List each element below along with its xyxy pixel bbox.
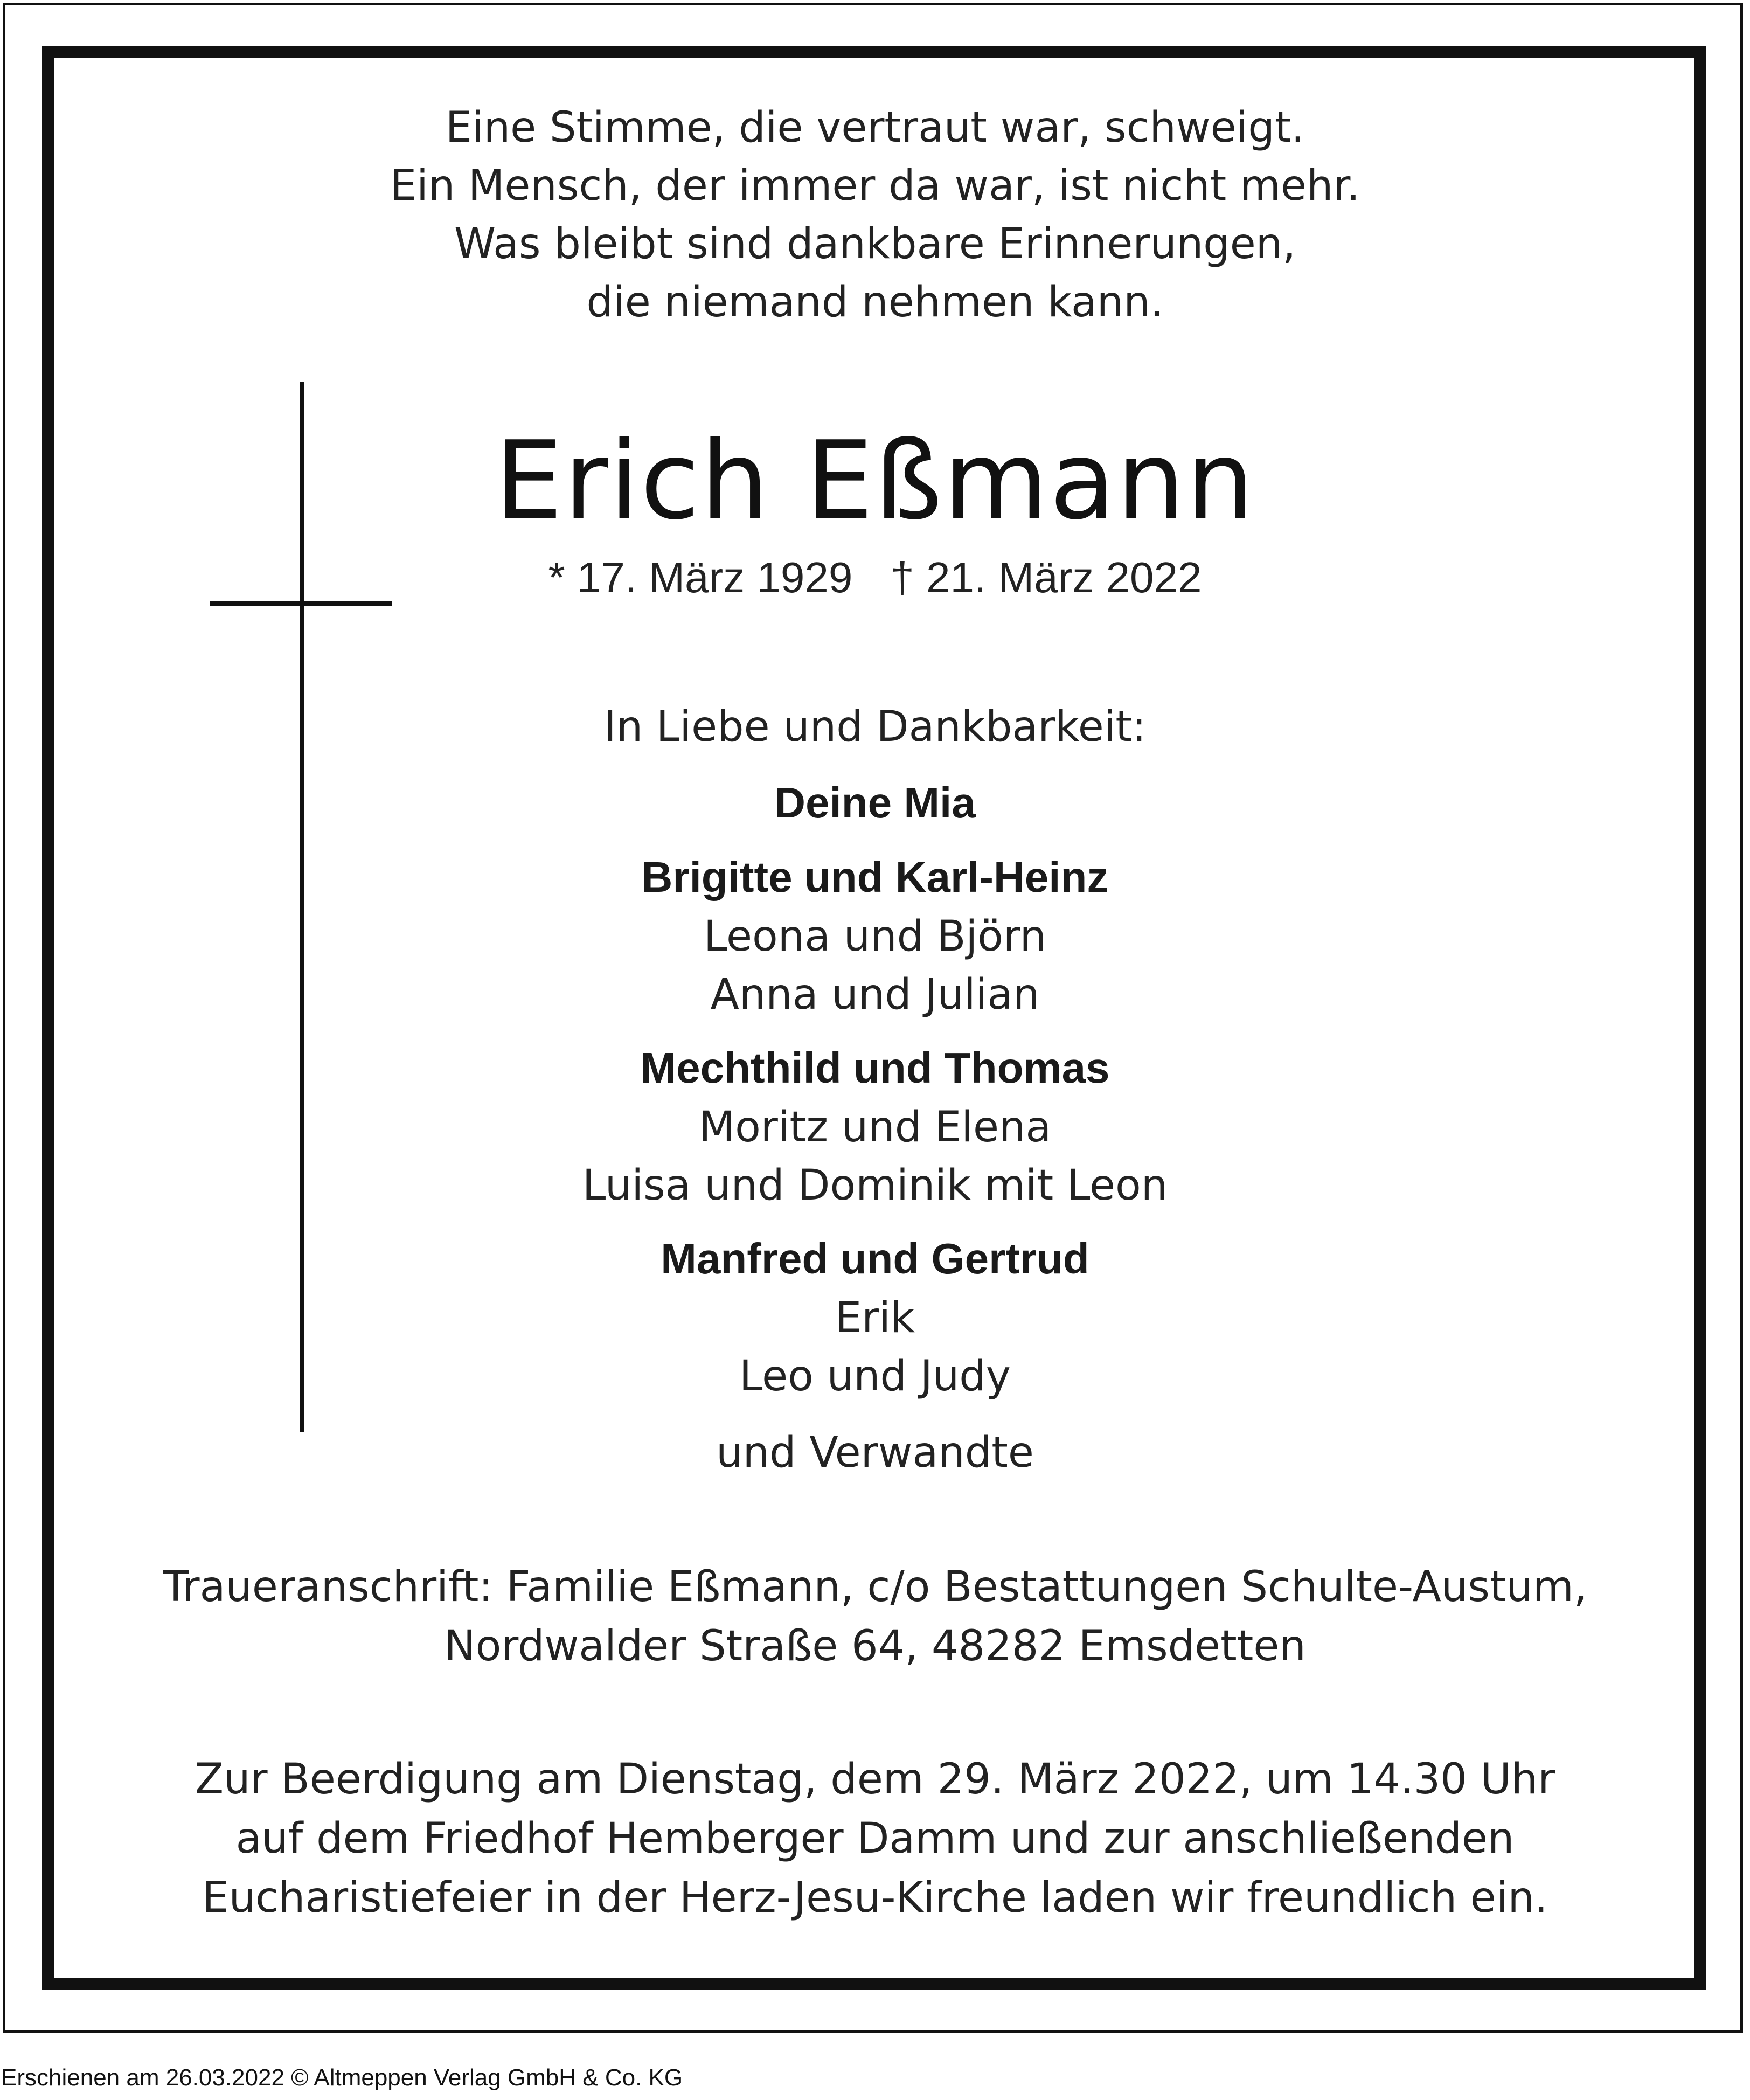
mourner-member: Moritz und Elena <box>698 1103 1052 1152</box>
relatives-line: und Verwandte <box>716 1429 1034 1477</box>
mourner-member: Leona und Björn <box>703 912 1047 961</box>
poem-line: Was bleibt sind dankbare Erinnerungen, <box>454 220 1296 268</box>
death-date: † 21. März 2022 <box>890 553 1202 601</box>
mourner-group <box>0 1038 1750 1215</box>
life-dates <box>0 548 1750 607</box>
mourner-member: Luisa und Dominik mit Leon <box>582 1161 1168 1210</box>
poem <box>0 99 1750 331</box>
funeral-line: Zur Beerdigung am Dienstag, dem 29. März 2022, um 14.30 Uhr <box>195 1755 1555 1804</box>
funeral-notice <box>0 1750 1750 1928</box>
mourners-list <box>0 695 1750 1482</box>
address-line: Traueranschrift: Familie Eßmann, c/o Bestattungen Schulte-Austum, <box>163 1563 1587 1611</box>
poem-line: Eine Stimme, die vertraut war, schweigt. <box>445 103 1305 152</box>
mourning-address <box>0 1557 1750 1676</box>
birth-date: * 17. März 1929 <box>548 553 853 601</box>
funeral-line: Eucharistiefeier in der Herz-Jesu-Kirche laden wir freundlich ein. <box>202 1874 1548 1922</box>
mourners-intro: In Liebe und Dankbarkeit: <box>603 703 1147 751</box>
mourner-group <box>0 1229 1750 1405</box>
address-line: Nordwalder Straße 64, 48282 Emsdetten <box>444 1622 1306 1671</box>
funeral-line: auf dem Friedhof Hemberger Damm und zur anschließenden <box>235 1814 1515 1863</box>
mourner-group <box>0 847 1750 1024</box>
mourner-group-head: Manfred und Gertrud <box>661 1235 1089 1283</box>
mourner-member: Erik <box>835 1294 915 1342</box>
spouse-name: Deine Mia <box>774 779 976 827</box>
mourner-group <box>0 773 1750 833</box>
mourner-group-head: Mechthild und Thomas <box>640 1044 1110 1092</box>
mourner-member: Anna und Julian <box>710 971 1040 1019</box>
deceased-name: Erich Eßmann <box>495 418 1255 544</box>
poem-line: die niemand nehmen kann. <box>586 278 1164 327</box>
mourner-member: Leo und Judy <box>739 1352 1011 1401</box>
mourner-group-head: Brigitte und Karl-Heinz <box>641 853 1109 901</box>
poem-line: Ein Mensch, der immer da war, ist nicht mehr. <box>390 162 1360 210</box>
publication-footer: Erschienen am 26.03.2022 © Altmeppen Verlag GmbH & Co. KG <box>1 2064 683 2091</box>
